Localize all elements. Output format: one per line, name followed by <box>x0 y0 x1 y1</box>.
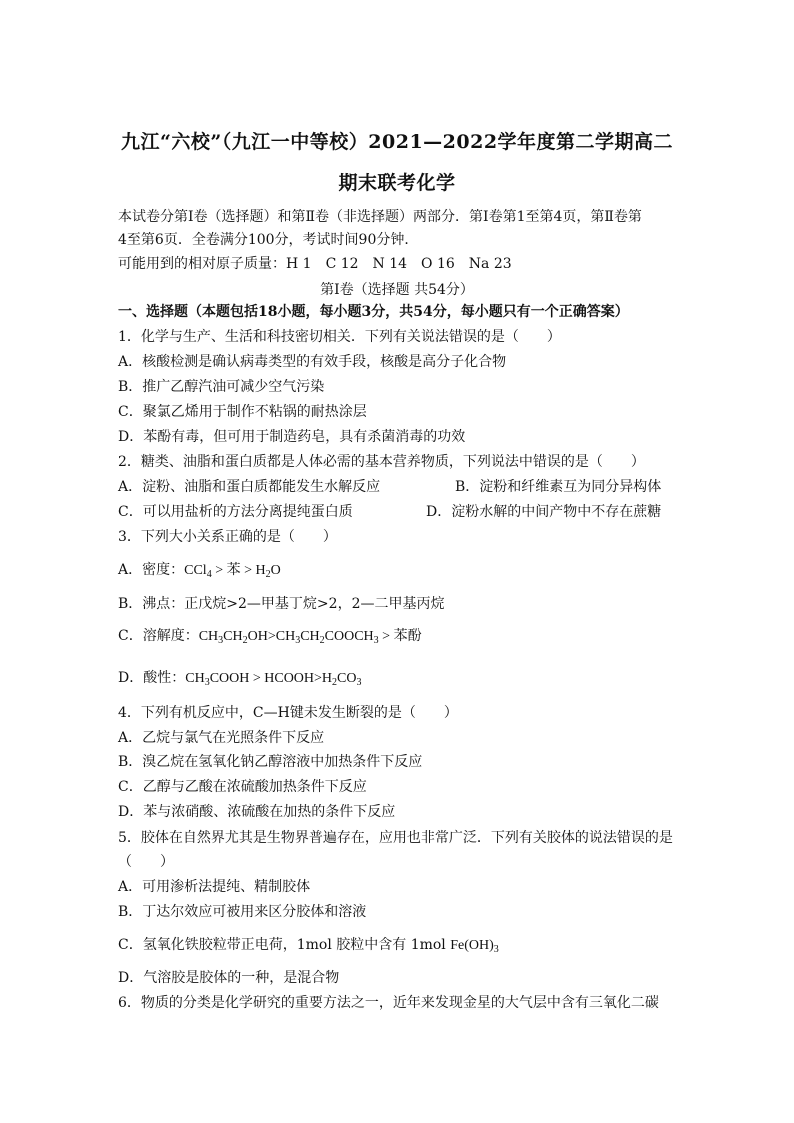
q3-c-s1: 3 <box>218 635 224 646</box>
q6-stem: 6．物质的分类是化学研究的重要方法之一，近年来发现金星的大气层中含有三氧化二碳 <box>118 995 659 1011</box>
q4-option-a: A．乙烷与氯气在光照条件下反应 <box>118 730 325 746</box>
q3-a-formula <box>184 563 281 578</box>
q1-option-b: B．推广乙醇汽油可减少空气污染 <box>118 379 325 395</box>
q3-a-s1: 4 <box>206 569 212 580</box>
q1-option-c: C．聚氯乙烯用于制作不粘锅的耐热涂层 <box>118 404 367 420</box>
q5-c-text: C．氢氧化铁胶粒带正电荷，1mol 胶粒中含有 1mol <box>118 937 451 953</box>
q3-a-f2: > 苯 > H <box>211 563 266 578</box>
q2-option-b: B．淀粉和纤维素互为同分异构体 <box>455 479 662 495</box>
q3-c-f4: CH <box>300 629 320 644</box>
q3-c-f6: > 苯酚 <box>378 629 422 644</box>
section-heading: 第Ⅰ卷（选择题 共54分） <box>320 282 474 298</box>
q1-option-d: D．苯酚有毒，但可用于制造药皂，具有杀菌消毒的功效 <box>118 429 466 445</box>
q5-c-s1: 3 <box>493 944 499 955</box>
part-title: 一、选择题（本题包括18小题，每小题3分，共54分，每小题只有一个正确答案） <box>118 304 629 320</box>
q3-a-f1: CCl <box>184 563 207 578</box>
q5-c-f1: Fe(OH) <box>450 938 494 953</box>
intro-line-2: 4至第6页．全卷满分100分，考试时间90分钟． <box>118 232 419 248</box>
q3-d-s3: 3 <box>356 677 362 688</box>
q5-paren: （ ） <box>118 854 174 870</box>
q5-option-c <box>118 935 499 956</box>
q4-stem: 4．下列有机反应中，C—H键未发生断裂的是（ ） <box>118 705 458 721</box>
q5-option-d: D．气溶胶是胶体的一种，是混合物 <box>118 970 340 986</box>
q3-a-f3: O <box>270 563 281 578</box>
q3-d-f1: CH <box>185 671 205 686</box>
q3-c-prefix: C．溶解度： <box>118 628 199 644</box>
q3-c-f5: COOCH <box>324 629 374 644</box>
q1-option-a: A．核酸检测是确认病毒类型的有效手段，核酸是高分子化合物 <box>118 354 507 370</box>
q3-c-f3: OH>CH <box>247 629 296 644</box>
q3-d-prefix: D．酸性： <box>118 670 186 686</box>
q2-option-a: A．淀粉、油脂和蛋白质都能发生水解反应 <box>118 479 381 495</box>
page-title-line2: 期末联考化学 <box>338 172 456 194</box>
q3-stem: 3．下列大小关系正确的是（ ） <box>118 529 337 545</box>
q4-option-d: D．苯与浓硝酸、浓硫酸在加热的条件下反应 <box>118 804 396 820</box>
q1-stem: 1．化学与生产、生活和科技密切相关．下列有关说法错误的是（ ） <box>118 329 561 345</box>
q2-option-d: D．淀粉水解的中间产物中不存在蔗糖 <box>426 504 662 520</box>
q3-option-c <box>118 626 422 647</box>
q5-c-formula <box>450 938 499 953</box>
q3-option-b: B．沸点：正戊烷>2—甲基丁烷>2，2—二甲基丙烷 <box>118 596 445 612</box>
q3-c-s2: 2 <box>242 635 248 646</box>
q3-c-f2: CH <box>223 629 243 644</box>
q3-a-prefix: A．密度： <box>118 562 185 578</box>
intro-line-1: 本试卷分第Ⅰ卷（选择题）和第Ⅱ卷（非选择题）两部分．第Ⅰ卷第1至第4页，第Ⅱ卷第 <box>118 209 642 225</box>
page-title-line1: 九江“六校”（九江一中等校）2021—2022学年度第二学期高二 <box>120 131 674 153</box>
q3-c-s3: 3 <box>295 635 301 646</box>
q2-option-c: C．可以用盐析的方法分离提纯蛋白质 <box>118 504 353 520</box>
q3-c-formula <box>199 629 422 644</box>
q3-d-s1: 3 <box>204 677 210 688</box>
q3-d-f3: CO <box>337 671 357 686</box>
q3-c-s5: 3 <box>373 635 379 646</box>
q3-c-f1: CH <box>198 629 219 644</box>
q5-option-a: A．可用渗析法提纯、精制胶体 <box>118 879 311 895</box>
intro-line-3: 可能用到的相对原子质量：H 1 C 12 N 14 O 16 Na 23 <box>118 256 512 272</box>
q5-stem: 5．胶体在自然界尤其是生物界普遍存在，应用也非常广泛．下列有关胶体的说法错误的是 <box>118 830 673 846</box>
q3-d-f2: COOH > HCOOH>H <box>209 671 333 686</box>
q3-d-s2: 2 <box>332 677 338 688</box>
q4-option-c: C．乙醇与乙酸在浓硫酸加热条件下反应 <box>118 779 367 795</box>
q3-c-s4: 2 <box>319 635 325 646</box>
q3-d-formula <box>185 671 361 686</box>
q3-a-s2: 2 <box>265 569 271 580</box>
q3-option-d <box>118 668 362 689</box>
q4-option-b: B．溴乙烷在氢氧化钠乙醇溶液中加热条件下反应 <box>118 754 423 770</box>
q5-option-b: B．丁达尔效应可被用来区分胶体和溶液 <box>118 904 367 920</box>
q2-stem: 2．糖类、油脂和蛋白质都是人体必需的基本营养物质，下列说法中错误的是（ ） <box>118 454 645 470</box>
q3-option-a <box>118 560 281 581</box>
